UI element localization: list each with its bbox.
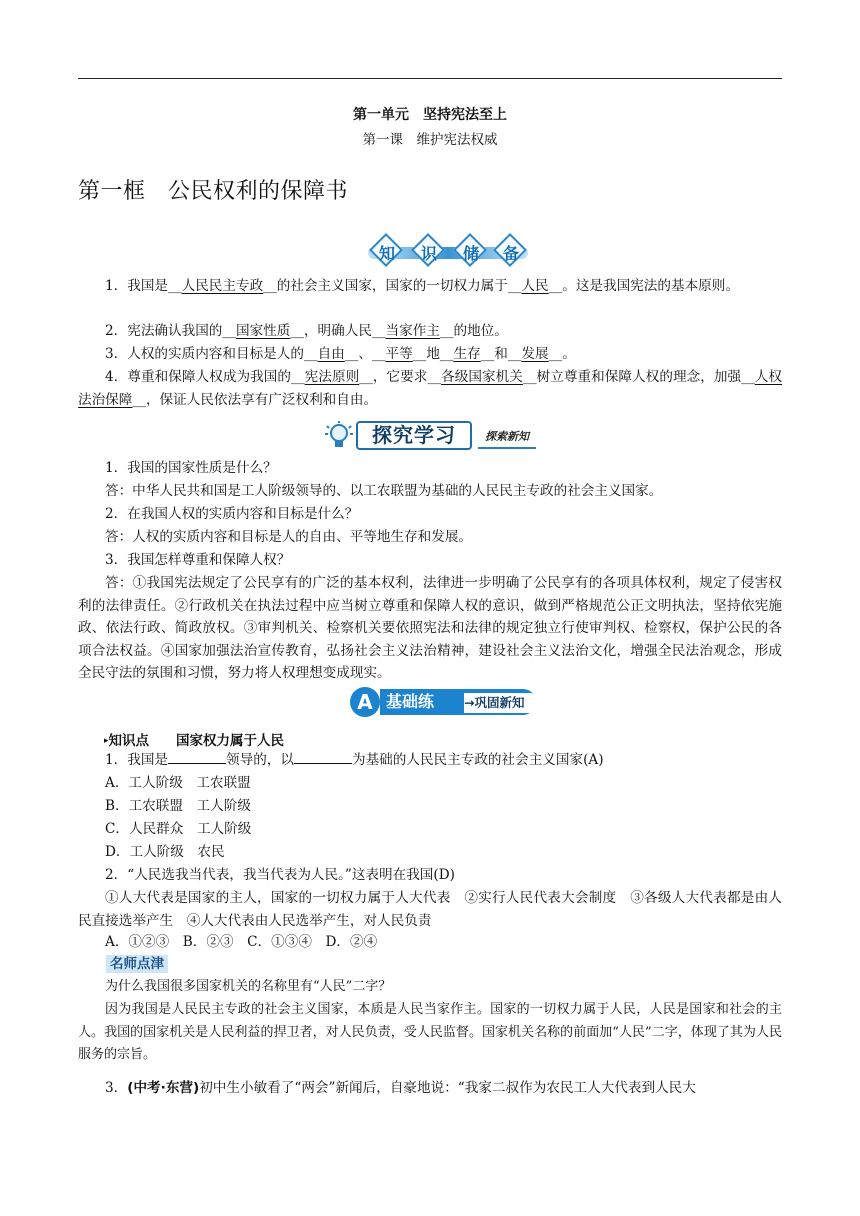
lightbulb-icon (324, 420, 354, 452)
unit-title: 第一单元 坚持宪法至上 (353, 107, 507, 123)
triangle-icon: ▸ (104, 736, 109, 746)
banner-badge: A (350, 687, 380, 717)
answer-blank (168, 750, 226, 764)
option-d: D．工人阶级 农民 (105, 844, 225, 860)
inquiry-subtitle: 探索新知 (478, 427, 536, 449)
question-2-options: A．①②③ B．②③ C．①③④ D．②④ (105, 934, 378, 950)
inquiry-question-2: 2．在我国人权的实质内容和目标是什么？ (105, 506, 359, 522)
question-2-statements: ①人大代表是国家的主人，国家的一切权力属于人大代表 ②实行人民代表大会制度 ③各级人大代表都是由人民直接选举产生 ④人大代表由人民选举产生，对人民负责 (78, 890, 782, 929)
inquiry-question-3: 3．我国怎样尊重和保障人权？ (105, 552, 291, 568)
frame-title: 第一框 公民权利的保障书 (78, 179, 349, 204)
knowledge-item-2: 2．宪法确认我国的__国家性质__，明确人民__当家作主__的地位。 (105, 323, 508, 339)
option-c: C．人民群众 工人阶级 (105, 821, 252, 837)
inquiry-answer-3: 答：①我国宪法规定了公民享有的广泛的基本权利，法律进一步明确了公民享有的各项具体权利，规定了侵害权利的法律责任。②行政机关在执法过程中应当树立尊重和保障人权的意识，做到严格规范公正文明执法，坚持依宪施政、依法行政、简政放权。③审判机关、检察机关要依照宪法和法律的规定独立行使审判权、检察权，保护公民的各项合法权益。④国家加强法治宣传教育，弘扬社会主义法治精神，建设社会主义法治文化，增强全民法治观念，形成全民守法的氛围和习惯，努力将人权理想变成现实。 (78, 575, 782, 681)
inquiry-title: 探究学习 (356, 421, 472, 450)
inquiry-answer-2: 答：人权的实质内容和目标是人的自由、平等地生存和发展。 (105, 529, 473, 545)
option-a: A．工人阶级 工农联盟 (105, 775, 251, 791)
inquiry-banner (322, 418, 536, 454)
header-rule (78, 78, 782, 79)
practice-question-1: 1．我国是 领导的，以 为基础的人民民主专政的社会主义国家(A) (105, 752, 604, 768)
practice-question-2: 2．“人民选我当代表，我当代表为人民。”这表明在我国(D) (105, 867, 455, 883)
knowledge-point: ▸知识点 国家权力属于人民 (104, 733, 285, 749)
inquiry-answer-1: 答：中华人民共和国是工人阶级领导的、以工农联盟为基础的人民民主专政的社会主义国家。 (105, 483, 663, 499)
knowledge-item-1: 1．我国是__人民民主专政__的社会主义国家，国家的一切权力属于__人民__。这是我国宪法的基本原则。 (105, 278, 739, 294)
basic-practice-banner (350, 687, 540, 719)
tip-label: 名师点津 (106, 955, 168, 973)
tip-question: 为什么我国很多国家机关的名称里有“人民”二字？ (105, 979, 392, 994)
banner-char-2: 识 (414, 236, 444, 266)
banner-char-1: 知 (372, 236, 402, 266)
knowledge-banner (368, 233, 528, 269)
basic-title: 基础练 (386, 692, 435, 711)
knowledge-item-3: 3．人权的实质内容和目标是人的__自由__、__平等__地__生存__和__发展__。 (105, 346, 576, 362)
basic-subtitle: →巩固新知 (464, 693, 540, 713)
answer-blank (294, 750, 352, 764)
inquiry-question-1: 1．我国的国家性质是什么？ (105, 460, 277, 476)
banner-char-3: 储 (456, 236, 486, 266)
tip-answer: 因为我国是人民民主专政的社会主义国家，本质是人民当家作主。国家的一切权力属于人民，人民是国家和社会的主人。我国的国家机关是人民利益的捍卫者，对人民负责，受人民监督。国家机关名称的前面加“人民”二字，体现了其为人民服务的宗旨。 (78, 1002, 782, 1062)
banner-char-4: 备 (496, 236, 526, 266)
option-b: B．工农联盟 工人阶级 (105, 798, 251, 814)
lesson-title: 第一课 维护宪法权威 (362, 132, 498, 148)
practice-question-3: 3．(中考·东营)初中生小敏看了“两会”新闻后，自豪地说：“我家二叔作为农民工人大代表到人民大 (105, 1080, 696, 1096)
knowledge-item-4: 4．尊重和保障人权成为我国的__宪法原则__，它要求__各级国家机关__树立尊重和保障人权的理念，加强__人权法治保障__，保证人民依法享有广泛权利和自由。 (78, 369, 783, 408)
